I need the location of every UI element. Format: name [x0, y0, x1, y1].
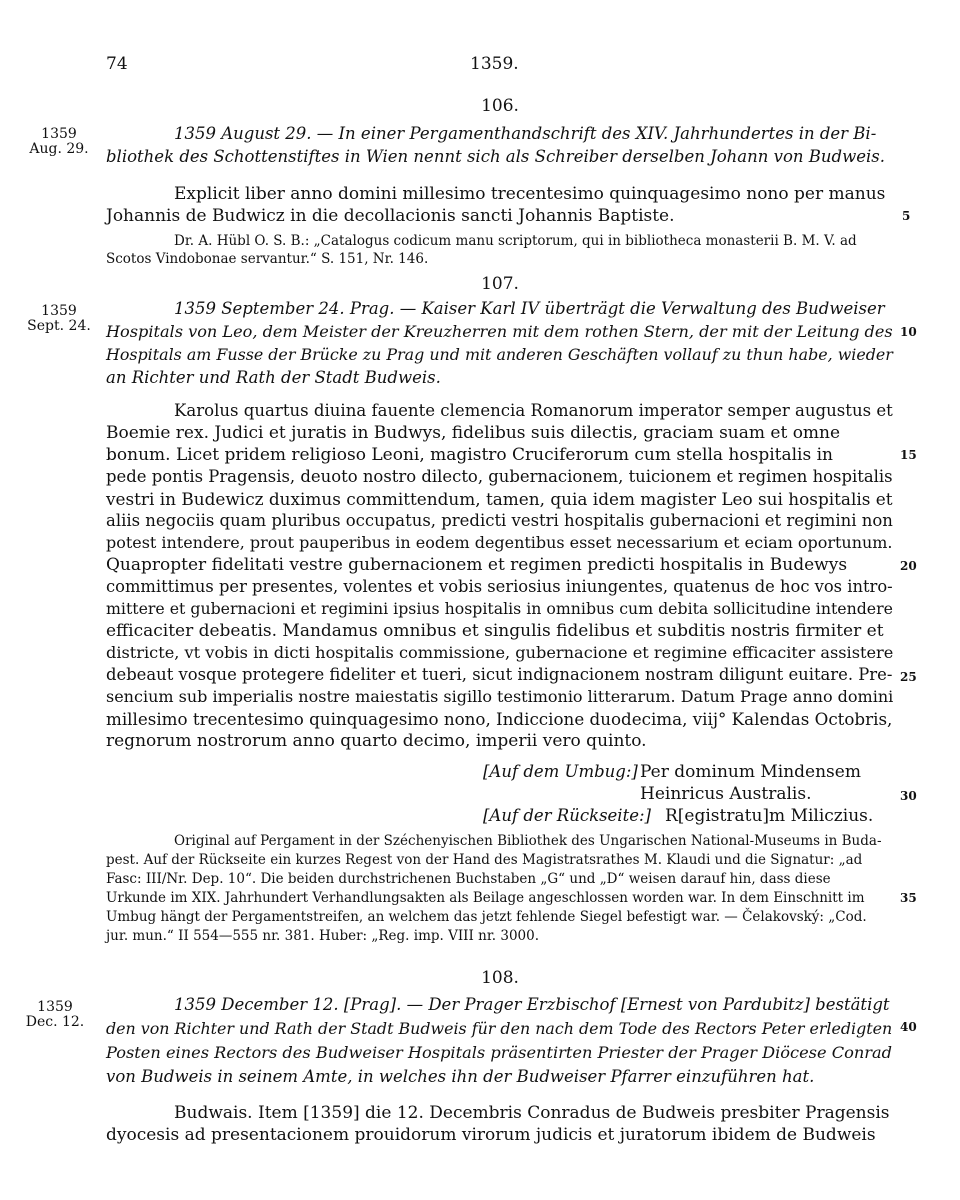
endorsement-label: [Auf der Rückseite:] [483, 806, 651, 825]
text-107-line: Quapropter fidelitati vestre gubernacionem et regimen predicti hospitalis in Budewys [106, 555, 848, 575]
endorsement-value: R[egistratu]m Miliczius. [665, 806, 874, 826]
text-107-line: efficaciter debeatis. Mandamus omnibus et singulis fidelibus et subditis nostris firmiter et [106, 621, 884, 641]
regest-106-line: bliothek des Schottenstiftes in Wien nennt sich als Schreiber derselben Johann von Budweis. [106, 147, 885, 166]
note-107-line: pest. Auf der Rückseite ein kurzes Regest von der Hand des Magistratsrathes M. Klaudi und die Signatur: „ad [106, 852, 863, 868]
text-107-line: regnorum nostrorum anno quarto decimo, imperii vero quinto. [106, 731, 647, 751]
text-107-line: millesimo trecentesimo quinquagesimo nono, Indiccione duodecima, viij° Kalendas Octobris, [106, 709, 893, 729]
line-number: 5 [902, 209, 911, 223]
note-106-line: Scotos Vindobonae servantur.“ S. 151, Nr. 146. [106, 251, 429, 267]
line-number: 10 [900, 325, 917, 339]
regest-107-line: an Richter und Rath der Stadt Budweis. [106, 368, 441, 387]
note-107-line: Urkunde im XIX. Jahrhundert Verhandlungsakten als Beilage angeschlossen worden war. In dem Einschnitt im [106, 890, 865, 906]
regest-108-line: von Budweis in seinem Amte, in welches ihn der Budweiser Pfarrer einzuführen hat. [106, 1067, 815, 1086]
note-107-line: Umbug hängt der Pergamentstreifen, an welchem das jetzt fehlende Siegel befestigt war. — Čelakovský: „Cod. [106, 909, 867, 925]
text-107-line: mittere et gubernacioni et regimini ipsius hospitalis in omnibus cum debita sollicitudine intendere [106, 599, 893, 618]
text-108-line: dyocesis ad presentacionem prouidorum virorum judicis et juratorum ibidem de Budweis [106, 1125, 876, 1145]
text-107-line: bonum. Licet pridem religioso Leoni, magistro Cruciferorum cum stella hospitalis in [106, 445, 834, 465]
endorsement-value: Heinricus Australis. [640, 784, 812, 804]
line-number: 15 [900, 448, 917, 462]
running-year: 1359. [470, 54, 519, 74]
regest-107-line: 1359 September 24. Prag. — Kaiser Karl IV überträgt die Verwaltung des Budweiser [174, 299, 885, 318]
text-107-line: aliis negociis quam pluribus occupatus, predicti vestri hospitalis gubernacioni et regimini non [106, 511, 893, 530]
margin-date-108-day: Dec. 12. [25, 1014, 85, 1030]
line-number: 30 [900, 789, 917, 803]
text-106-line: Explicit liber anno domini millesimo trecentesimo quinquagesimo nono per manus [174, 184, 886, 204]
note-107-line: Fasc: III/Nr. Dep. 10“. Die beiden durchstrichenen Buchstaben „G“ und „D“ weisen darauf hin, dass diese [106, 871, 831, 887]
regest-107-line: Hospitals von Leo, dem Meister der Kreuzherren mit dem rothen Stern, der mit der Leitung des [106, 322, 893, 341]
endorsement-value: Per dominum Mindensem [640, 762, 861, 782]
text-107-line: vestri in Budewicz duximus committendum, tamen, quia idem magister Leo sui hospitalis et [106, 489, 893, 509]
regest-108-line: Posten eines Rectors des Budweiser Hospitals präsentirten Priester der Prager Diöcese Conrad [106, 1043, 893, 1062]
margin-date-106-day: Aug. 29. [29, 141, 89, 157]
regest-106-line: 1359 August 29. — In einer Pergamenthandschrift des XIV. Jahrhundertes in der Bi- [174, 124, 877, 143]
margin-date-107-year: 1359 [41, 303, 77, 319]
margin-date-108-year: 1359 [37, 999, 73, 1015]
note-107-line: jur. mun.“ II 554—555 nr. 381. Huber: „Reg. imp. VIII nr. 3000. [106, 928, 540, 944]
line-number: 20 [900, 559, 917, 573]
regest-107-line: Hospitals am Fusse der Brücke zu Prag und mit anderen Geschäften vollauf zu thun habe, wieder [106, 345, 893, 364]
margin-date-107-day: Sept. 24. [27, 318, 91, 334]
line-number: 40 [900, 1020, 917, 1034]
text-108-line: Budwais. Item [1359] die 12. Decembris Conradus de Budweis presbiter Pragensis [174, 1103, 890, 1123]
text-107-line: sencium sub imperialis nostre maiestatis sigillo testimonio litterarum. Datum Prage anno domini [106, 687, 894, 706]
line-number: 25 [900, 670, 917, 684]
text-106-line: Johannis de Budwicz in die decollacionis sancti Johannis Baptiste. [106, 206, 675, 226]
text-107-line: potest intendere, prout pauperibus in eodem degentibus esset necessarium et eciam oportunum. [106, 533, 893, 552]
regest-108-line: den von Richter und Rath der Stadt Budweis für den nach dem Tode des Rectors Peter erledigten [106, 1019, 893, 1038]
text-107-line: committimus per presentes, volentes et vobis seriosius iniungentes, quatenus de hoc vos intro- [106, 577, 893, 596]
note-107-line: Original auf Pergament in der Széchenyischen Bibliothek des Ungarischen National-Museums in Buda- [174, 833, 882, 849]
document-number-107: 107. [481, 274, 519, 294]
document-number-106: 106. [481, 96, 519, 116]
text-107-line: districte, vt vobis in dicti hospitalis commissione, gubernacione et regimine efficaciter assistere [106, 643, 894, 662]
document-number-108: 108. [481, 968, 519, 988]
endorsement-label: [Auf dem Umbug:] [483, 762, 638, 781]
text-107-line: Karolus quartus diuina fauente clemencia Romanorum imperator semper augustus et [174, 401, 893, 420]
text-107-line: debeaut vosque protegere fideliter et tueri, sicut indignacionem nostram diligunt euitare. Pre- [106, 665, 893, 684]
regest-108-line: 1359 December 12. [Prag]. — Der Prager Erzbischof [Ernest von Pardubitz] bestätigt [174, 995, 890, 1014]
note-106-line: Dr. A. Hübl O. S. B.: „Catalogus codicum manu scriptorum, qui in bibliotheca monasterii B. M. V. ad [174, 233, 857, 249]
text-107-line: Boemie rex. Judici et juratis in Budwys, fidelibus suis dilectis, graciam suam et omne [106, 423, 841, 443]
line-number: 35 [900, 891, 917, 905]
text-107-line: pede pontis Pragensis, deuoto nostro dilecto, gubernacionem, tuicionem et regimen hospitalis [106, 467, 893, 486]
margin-date-106-year: 1359 [41, 126, 77, 142]
page-number: 74 [106, 54, 128, 74]
